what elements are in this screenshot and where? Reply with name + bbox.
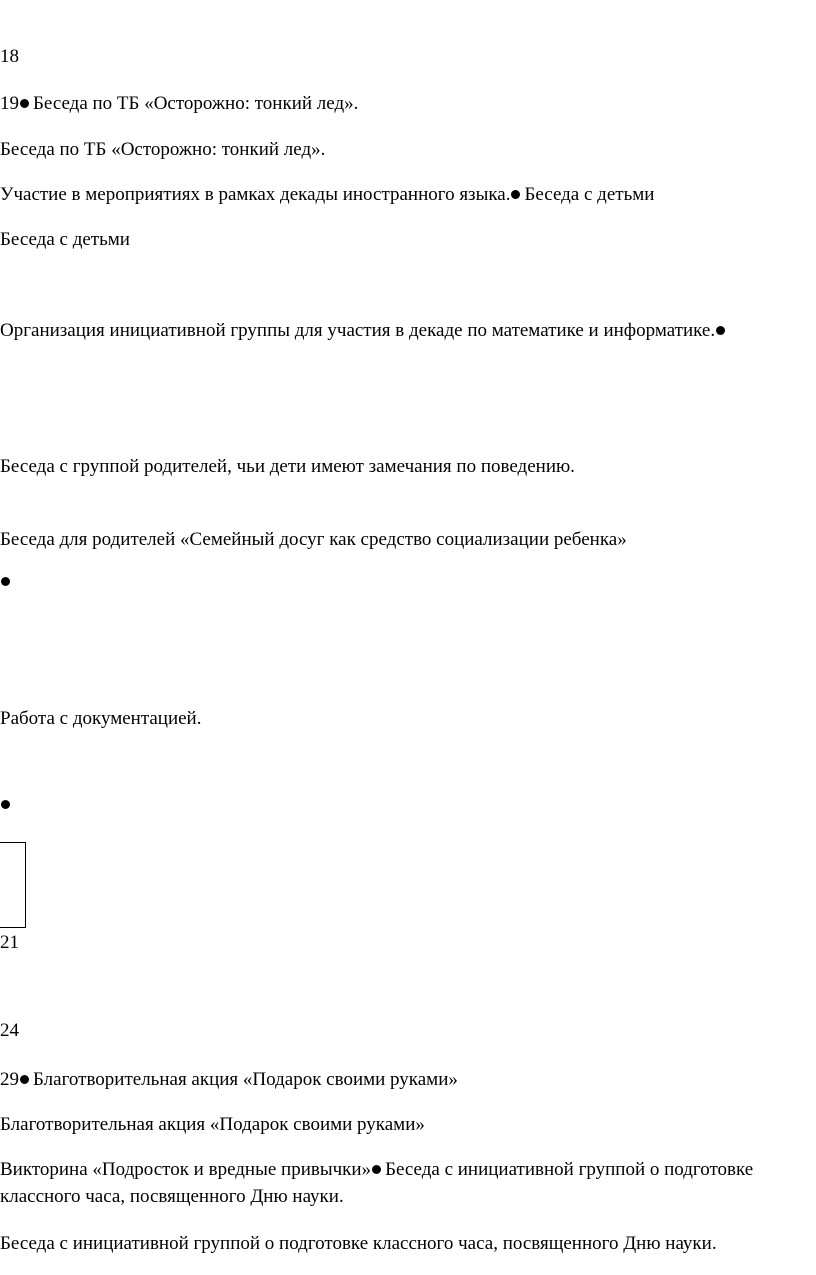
item-line-quiz [0,1157,760,1211]
text-math-decade: Организация инициативной группы для участия в декаде по математике и информатике. [0,320,716,341]
item-line-19 [0,91,358,117]
text-science-day-repeat: Беседа с инициативной группой о подготовке классного часа, посвященного Дню науки. [0,1233,717,1254]
bullet-icon [372,1165,381,1174]
empty-table-cell [0,842,26,928]
text-documentation: Работа с документацией. [0,708,202,729]
number-18: 18 [0,46,19,67]
text-science-day: Беседа с инициативной группой о подготовке классного часа, посвященного Дню науки. [0,1159,754,1207]
text-charity-action: Благотворительная акция «Подарок своими руками» [33,1069,458,1090]
number-29: 29 [0,1069,19,1090]
bullet-icon [1,800,10,809]
bullet-icon [716,326,725,335]
text-talk-children-repeat: Беседа с детьми [0,229,130,250]
text-talk-children: Беседа с детьми [524,184,655,205]
bullet-icon [20,1075,29,1084]
item-line-math-decade [0,318,729,344]
item-line-language-decade [0,182,654,208]
number-19: 19 [0,93,19,114]
text-safety-talk-repeat: Беседа по ТБ «Осторожно: тонкий лед». [0,139,326,160]
text-parents-behavior: Беседа с группой родителей, чьи дети имеют замечания по поведению. [0,456,575,477]
text-parents-leisure: Беседа для родителей «Семейный досуг как средство социализации ребенка» [0,529,627,550]
bullet-icon [20,99,29,108]
bullet-icon [511,190,520,199]
text-language-decade: Участие в мероприятиях в рамках декады иностранного языка. [0,184,511,205]
bullet-icon [1,577,10,586]
number-21: 21 [0,932,19,953]
number-24: 24 [0,1020,19,1041]
text-charity-action-repeat: Благотворительная акция «Подарок своими руками» [0,1114,425,1135]
item-line-29 [0,1067,458,1093]
text-safety-talk: Беседа по ТБ «Осторожно: тонкий лед». [33,93,359,114]
text-quiz: Викторина «Подросток и вредные привычки» [0,1159,372,1180]
